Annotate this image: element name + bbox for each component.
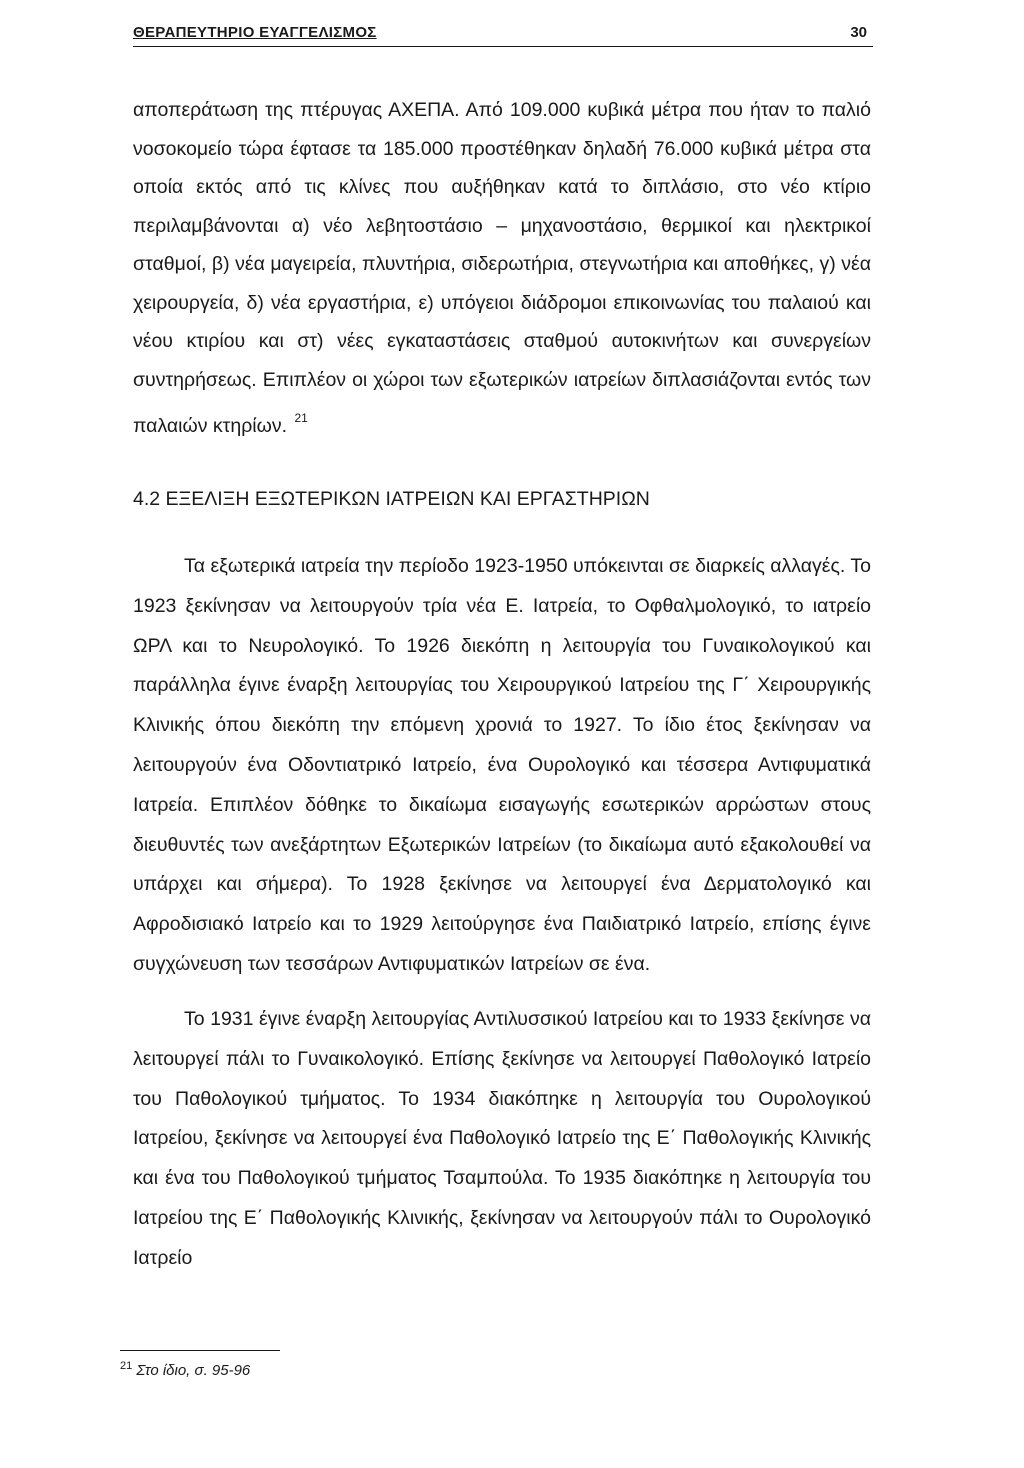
footnote-divider — [120, 1350, 280, 1351]
footnote — [120, 1360, 250, 1379]
header-title: ΘΕΡΑΠΕΥΤΗΡΙΟ ΕΥΑΓΓΕΛΙΣΜΟΣ — [133, 24, 377, 41]
page-number: 30 — [850, 24, 867, 41]
paragraph-3-text: Το 1931 έγινε έναρξη λειτουργίας Αντιλυσσικού Ιατρείου και το 1933 ξεκίνησε να λειτουργεί πάλι το Γυναικολογικό. Επίσης ξεκίνησε να λειτουργεί Παθολογικό Ιατρείο του Παθολογικού τμήματος. Το 1934 διακόπηκε η λειτουργία του Ουρολογικού Ιατρείου, ξεκίνησε να λειτουργεί ένα Παθολογικό Ιατρείο της Ε΄ Παθολογικής Κλινικής και ένα του Παθολογικού τμήματος Τσαμπούλα. Το 1935 διακόπηκε η λειτουργία του Ιατρείου της Ε΄ Παθολογικής Κλινικής, ξεκίνησαν να λειτουργούν πάλι το Ουρολογικό Ιατρείο — [133, 1008, 871, 1269]
running-header — [133, 22, 873, 47]
paragraph-1-text: αποπεράτωση της πτέρυγας ΑΧΕΠΑ. Από 109.000 κυβικά μέτρα που ήταν το παλιό νοσοκομείο τώρα έφτασε τα 185.000 προστέθηκαν δηλαδή 76.000 κυβικά μέτρα στα οποία εκτός από τις κλίνες που αυξήθηκαν κατά το διπλάσιο, στο νέο κτίριο περιλαμβάνονται α) νέο λεβητοστάσιο – μηχανοστάσιο, θερμικοί και ηλεκτρικοί σταθμοί, β) νέα μαγειρεία, πλυντήρια, σιδερωτήρια, στεγνωτήρια και αποθήκες, γ) νέα χειρουργεία, δ) νέα εργαστήρια, ε) υπόγειοι διάδρομοι επικοινωνίας του παλαιού και νέου κτιρίου και στ) νέες εγκαταστάσεις σταθμού αυτοκινήτων και συνεργείων συντηρήσεως. Επιπλέον οι χώροι των εξωτερικών ιατρείων διπλασιάζονται εντός των παλαιών κτηρίων. — [133, 99, 871, 437]
paragraph-1 — [133, 91, 871, 446]
section-heading: 4.2 ΕΞΕΛΙΞΗ ΕΞΩΤΕΡΙΚΩΝ ΙΑΤΡΕΙΩΝ ΚΑΙ ΕΡΓΑΣΤΗΡΙΩΝ — [133, 488, 650, 510]
paragraph-2 — [133, 547, 871, 985]
paragraph-2-text: Τα εξωτερικά ιατρεία την περίοδο 1923-1950 υπόκεινται σε διαρκείς αλλαγές. Το 1923 ξεκίνησαν να λειτουργούν τρία νέα Ε. Ιατρεία, το Οφθαλμολογικό, το ιατρείο ΩΡΛ και το Νευρολογικό. Το 1926 διεκόπη η λειτουργία του Γυναικολογικού και παράλληλα έγινε έναρξη λειτουργίας του Χειρουργικού Ιατρείου της Γ΄ Χειρουργικής Κλινικής όπου διεκόπη την επόμενη χρονιά το 1927. Το ίδιο έτος ξεκίνησαν να λειτουργούν ένα Οδοντιατρικό Ιατρείο, ένα Ουρολογικό και τέσσερα Αντιφυματικά Ιατρεία. Επιπλέον δόθηκε το δικαίωμα εισαγωγής εσωτερικών αρρώστων στους διευθυντές των ανεξάρτητων Εξωτερικών Ιατρείων (το δικαίωμα αυτό εξακολουθεί να υπάρχει και σήμερα). Το 1928 ξεκίνησε να λειτουργεί ένα Δερματολογικό και Αφροδισιακό Ιατρείο και το 1929 λειτούργησε ένα Παιδιατρικό Ιατρείο, επίσης έγινε συγχώνευση των τεσσάρων Αντιφυματικών Ιατρείων σε ένα. — [133, 555, 871, 975]
footnote-text: Στο ίδιο, σ. 95-96 — [136, 1362, 251, 1379]
footnote-number: 21 — [120, 1360, 133, 1372]
footnote-reference: 21 — [294, 411, 308, 425]
paragraph-3 — [133, 1000, 871, 1279]
